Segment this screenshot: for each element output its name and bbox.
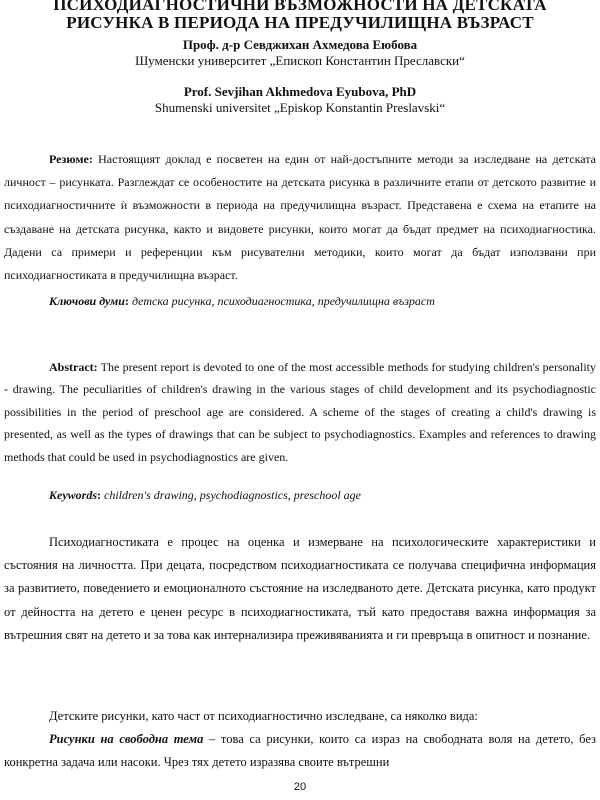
body-paragraph-2: Детските рисунки, като част от психодиагностично изследване, са няколко вида: xyxy=(49,709,478,723)
keywords-bg-separator: : xyxy=(124,294,132,308)
resume-text: Настоящият доклад е посветен на един от най-достъпните методи за изследване на детската личност – рисунката. Разглеждат се особеностите на детската рисунка в различните етапи от детското развитие и психодиагностичните ѝ възможности в периода на предучилищна възраст. Представена е схема на етапите на създаване на детската рисунка, както и видовете рисунки, които могат да бъдат предмет на психодиагностика. Дадени са примери и референции към рисувателни методики, които могат да бъдат използвани при психодиагностиката в предучилищна възраст. xyxy=(4,152,596,283)
keywords-bg xyxy=(4,290,596,313)
resume-label: Резюме: xyxy=(49,152,93,166)
body-paragraph-3 xyxy=(4,728,596,774)
abstract-text: The present report is devoted to one of the most accessible methods for studying children's personality - drawing. The peculiarities of children's drawing in the various stages of child development and its psychodiagnostic possibilities in the period of preschool age are considered. A scheme of the stages of creating a child's drawing is presented, as well as the types of drawings that can be subject to psychodiagnostics. Examples and references to drawing methods that could be used in psychodiagnostics are given. xyxy=(4,360,596,464)
free-theme-text: – това са рисунки, които са израз на свободната воля на детето, без конкретна задача или насоки. Чрез тях детето изразява своите вътрешни xyxy=(4,732,596,770)
abstract-label: Abstract: xyxy=(49,360,98,374)
author-name-bg: Проф. д-р Севджихан Ахмедова Еюбова xyxy=(182,37,418,52)
author-affiliation-en: Shumenski universitet „Episkop Konstantin Preslavski“ xyxy=(154,100,446,115)
author-name-en: Prof. Sevjihan Akhmedova Eyubova, PhD xyxy=(183,84,417,99)
body-paragraph-1: Психодиагностиката е процес на оценка и измерване на психологическите характеристики и състояния на личността. При децата, посредством психодиагностиката се получава специфична информация за развитието, поведението и емоционалното състояние на изследваното дете. Детската рисунка, като продукт от дейността на детето е ценен ресурс в психодиагностиката, тъй като предоставя важна информация за вътрешния свят на детето и за това как интернализира преживяванията и ги превръща в опитност и познание. xyxy=(4,535,596,642)
author-affiliation-bg: Шуменски университет „Епископ Константин Преславски“ xyxy=(135,53,465,68)
keywords-en xyxy=(4,484,596,507)
keywords-bg-value: детска рисунка, психодиагностика, предучилищна възраст xyxy=(131,294,435,308)
keywords-bg-label: Ключови думи xyxy=(49,294,125,308)
title-line-2: РИСУНКА В ПЕРИОДА НА ПРЕДУЧИЛИЩНА ВЪЗРАСТ xyxy=(66,13,534,32)
resume-paragraph xyxy=(4,148,596,287)
free-theme-label: Рисунки на свободна тема xyxy=(49,732,204,746)
keywords-en-label: Keywords xyxy=(49,488,97,502)
page-number: 20 xyxy=(293,781,307,793)
keywords-en-value: children's drawing, psychodiagnostics, preschool age xyxy=(104,488,361,502)
title-line-1: ПСИХОДИАГНОСТИЧНИ ВЪЗМОЖНОСТИ НА ДЕТСКАТА xyxy=(53,0,547,14)
abstract-paragraph xyxy=(4,356,596,468)
keywords-en-separator: : xyxy=(97,488,104,502)
